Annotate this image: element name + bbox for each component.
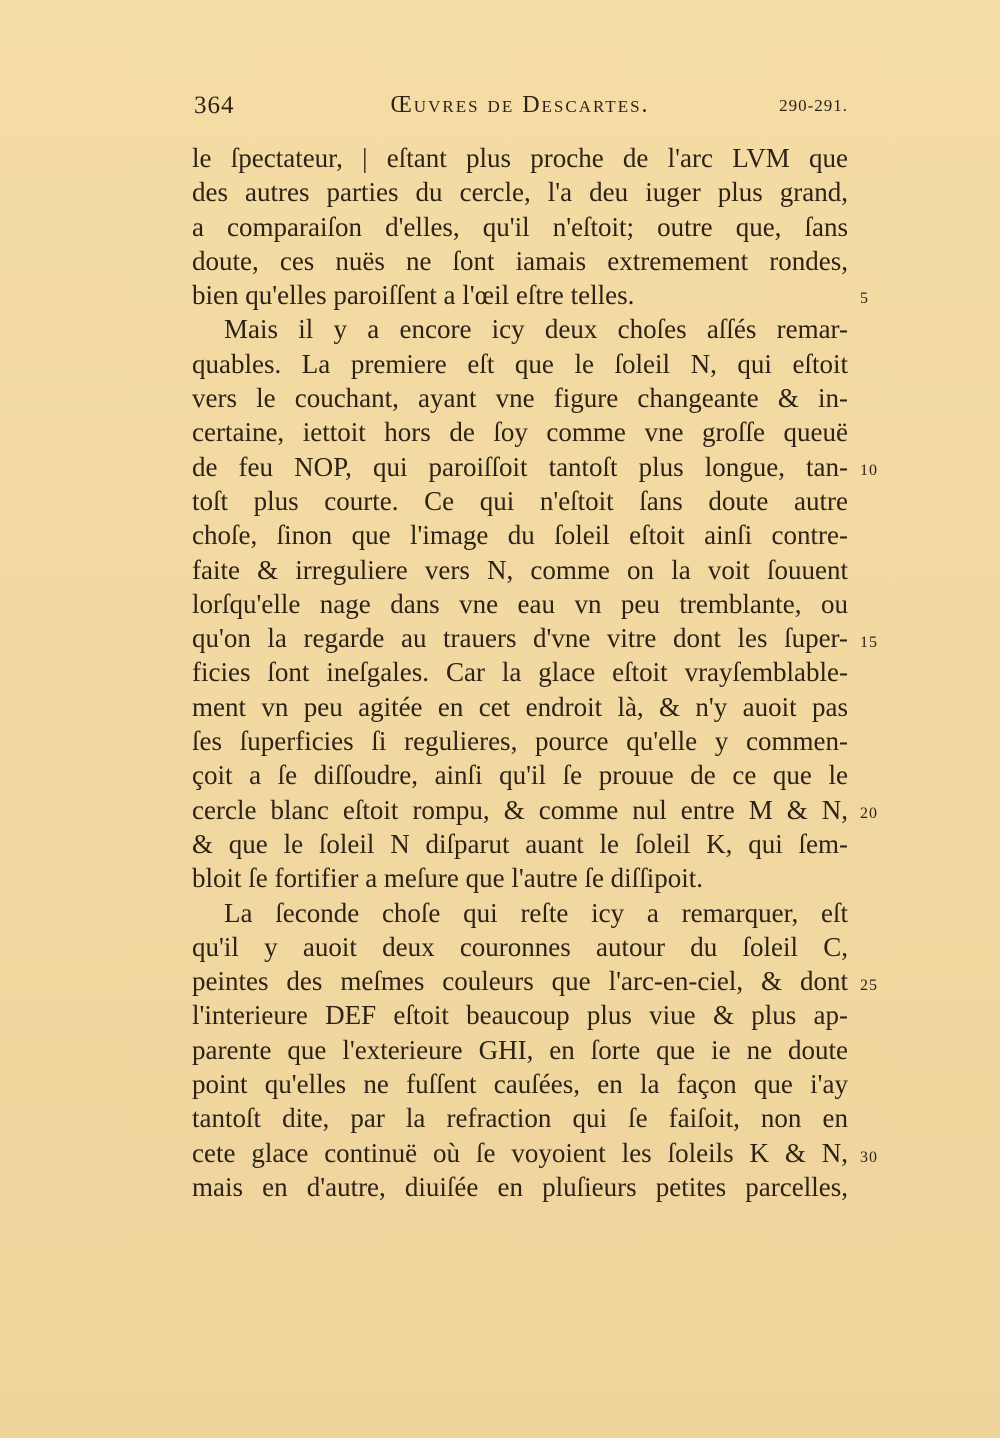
text-line: lorſqu'elle nage dans vne eau vn peu tremblante, ou (192, 588, 848, 619)
text-line: & que le ſoleil N diſparut auant le ſoleil K, qui ſem- (192, 828, 848, 859)
text-line: point qu'elles ne fuſſent cauſées, en la façon que i'ay (192, 1069, 848, 1100)
page-header (192, 92, 848, 132)
text-line: doute, ces nuës ne ſont iamais extremement rondes, (192, 245, 848, 276)
text-line: ficies ſont ineſgales. Car la glace eſtoit vrayſemblable- (192, 657, 848, 688)
text-line: bien qu'elles paroiſſent a l'œil eſtre telles. (192, 280, 635, 311)
text-line: bloit ſe fortifier a meſure que l'autre ſe diſſipoit. (192, 863, 703, 894)
body-text (192, 141, 848, 1204)
text-line: qu'il y auoit deux couronnes autour du ſoleil C, (192, 931, 848, 962)
text-line: vers le couchant, ayant vne figure changeante & in- (192, 383, 848, 414)
text-line: le ſpectateur, | eſtant plus proche de l'arc LVM que (192, 143, 848, 173)
text-line: La ſeconde choſe qui reſte icy a remarquer, eſt (224, 897, 848, 928)
text-line: toſt plus courte. Ce qui n'eſtoit ſans doute autre (192, 485, 848, 516)
text-line: de feu NOP, qui paroiſſoit tantoſt plus longue, tan- (192, 451, 848, 482)
text-line: a comparaiſon d'elles, qu'il n'eſtoit; outre que, ſans (192, 211, 848, 242)
text-line: cercle blanc eſtoit rompu, & comme nul entre M & N, (192, 794, 848, 825)
text-line: ſes ſuperficies ſi regulieres, pource qu'elle y commen- (192, 726, 848, 757)
text-line: choſe, ſinon que l'image du ſoleil eſtoit ainſi contre- (192, 520, 848, 551)
text-line: mais en d'autre, diuiſée en pluſieurs petites parcelles, (192, 1171, 848, 1202)
text-line: faite & irreguliere vers N, comme on la voit ſouuent (192, 554, 848, 585)
text-line: tantoſt dite, par la refraction qui ſe faiſoit, non en (192, 1103, 848, 1134)
line-number: 20 (860, 805, 878, 822)
page-range: 290-291. (779, 96, 848, 115)
line-number: 30 (860, 1149, 878, 1166)
text-line: Mais il y a encore icy deux choſes aſſés remar- (224, 314, 848, 345)
text-line: des autres parties du cercle, l'a deu iuger plus grand, (192, 177, 848, 208)
line-number: 5 (860, 290, 869, 307)
line-number: 15 (860, 634, 878, 651)
text-line: qu'on la regarde au trauers d'vne vitre dont les ſuper- (192, 623, 848, 654)
text-line: ment vn peu agitée en cet endroit là, & n'y auoit pas (192, 691, 848, 722)
text-line: çoit a ſe diſſoudre, ainſi qu'il ſe prouue de ce que le (192, 760, 848, 791)
text-line: certaine, iettoit hors de ſoy comme vne groſſe queuë (192, 417, 848, 448)
text-line: peintes des meſmes couleurs que l'arc-en-ciel, & dont (192, 966, 848, 997)
text-line: quables. La premiere eſt que le ſoleil N, qui eſtoit (192, 348, 848, 379)
line-number: 10 (860, 462, 878, 479)
text-line: cete glace continuë où ſe voyoient les ſoleils K & N, (192, 1137, 848, 1168)
text-line: parente que l'exterieure GHI, en ſorte que ie ne doute (192, 1034, 848, 1065)
line-number: 25 (860, 977, 878, 994)
text-line: l'interieure DEF eſtoit beaucoup plus viue & plus ap- (192, 1000, 848, 1031)
page-number: 364 (194, 92, 235, 119)
running-title: Œuvres de Descartes. (390, 92, 650, 118)
